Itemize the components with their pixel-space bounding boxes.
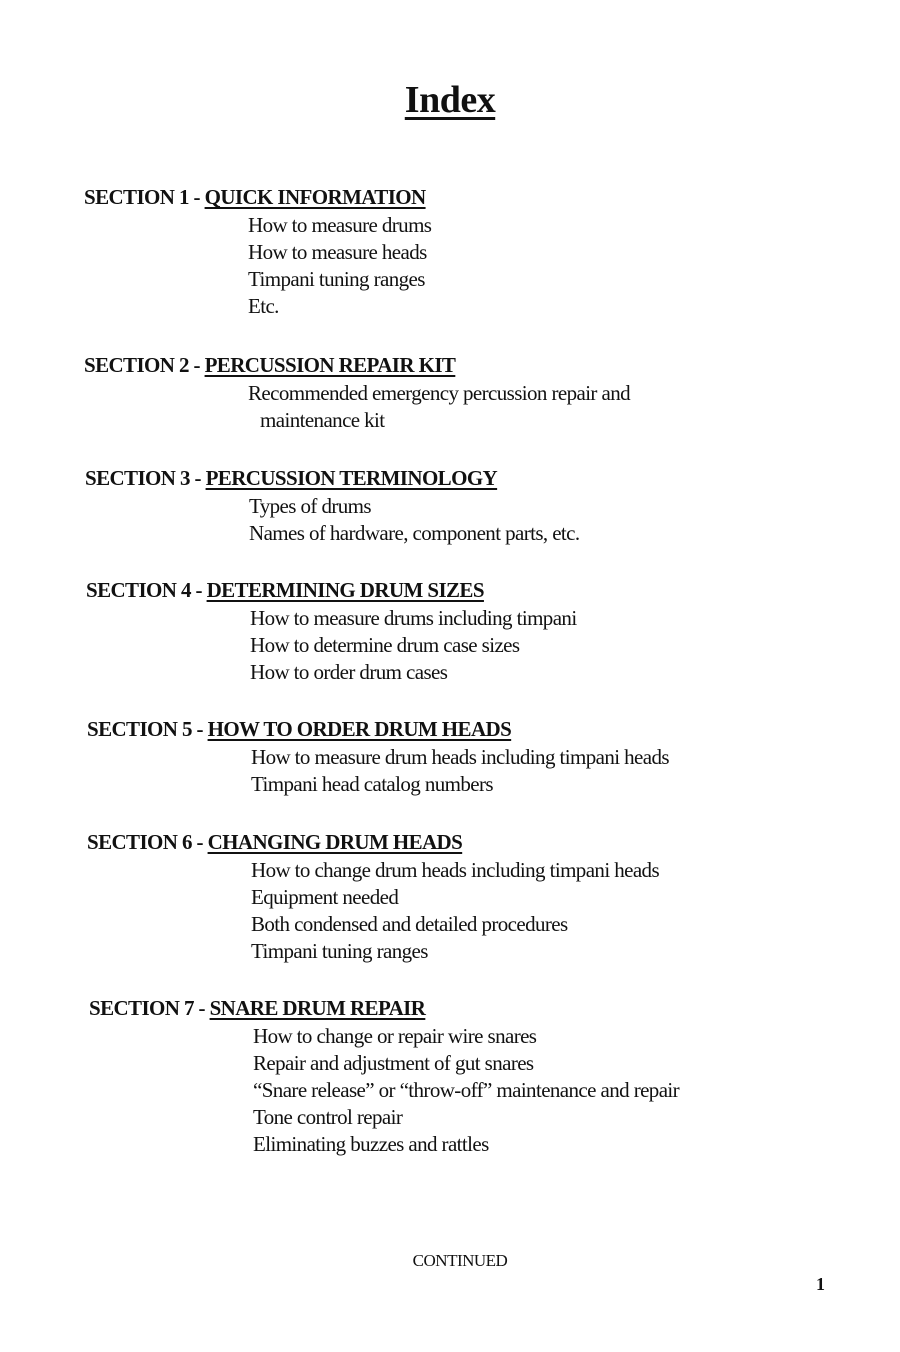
section-name: QUICK INFORMATION [204,185,426,209]
section-6 [87,829,900,965]
section-1 [84,184,900,320]
section-items [251,857,900,965]
section-name: PERCUSSION REPAIR KIT [204,353,456,377]
list-item: How to order drum cases [250,660,448,684]
list-item: How to determine drum case sizes [250,633,520,657]
section-heading [87,829,900,855]
section-heading [85,465,900,491]
section-label: SECTION 1 - [84,185,205,209]
section-5 [87,716,900,798]
section-items [249,493,900,547]
section-7 [89,995,900,1158]
section-heading [86,577,900,603]
section-name: DETERMINING DRUM SIZES [206,578,484,602]
list-item: How to measure drums including timpani [250,606,577,630]
section-items [248,380,900,434]
list-item: Recommended emergency percussion repair and [248,381,630,405]
list-item: maintenance kit [260,408,385,432]
section-label: SECTION 4 - [86,578,207,602]
section-3 [85,465,900,547]
list-item: Equipment needed [251,885,399,909]
page-number: 1 [816,1274,825,1294]
continued-note: CONTINUED [412,1251,508,1270]
section-label: SECTION 3 - [85,466,206,490]
list-item: Both condensed and detailed procedures [251,912,568,936]
section-label: SECTION 2 - [84,353,205,377]
section-heading [84,184,900,210]
list-item: How to measure heads [248,240,427,264]
section-name: CHANGING DRUM HEADS [207,830,463,854]
section-heading [89,995,900,1021]
list-item: Tone control repair [253,1105,403,1129]
section-items [248,212,900,320]
list-item: Types of drums [249,494,371,518]
section-items [253,1023,900,1158]
section-label: SECTION 6 - [87,830,208,854]
section-heading [87,716,900,742]
section-name: SNARE DRUM REPAIR [209,996,426,1020]
list-item: How to measure drums [248,213,432,237]
list-item: How to change drum heads including timpani heads [251,858,660,882]
section-name: HOW TO ORDER DRUM HEADS [207,717,512,741]
section-label: SECTION 7 - [89,996,210,1020]
section-items [251,744,900,798]
list-item: Names of hardware, component parts, etc. [249,521,580,545]
list-item: “Snare release” or “throw-off” maintenance and repair [253,1078,680,1102]
section-label: SECTION 5 - [87,717,208,741]
list-item: Timpani head catalog numbers [251,772,493,796]
list-item: Repair and adjustment of gut snares [253,1051,534,1075]
list-item: Timpani tuning ranges [251,939,428,963]
page-title: Index [404,79,496,121]
section-2 [84,352,900,434]
list-item: Etc. [248,294,279,318]
list-item: Eliminating buzzes and rattles [253,1132,489,1156]
list-item: How to change or repair wire snares [253,1024,537,1048]
list-item: Timpani tuning ranges [248,267,425,291]
section-4 [86,577,900,686]
section-heading [84,352,900,378]
section-name: PERCUSSION TERMINOLOGY [205,466,498,490]
section-items [250,605,900,686]
list-item: How to measure drum heads including timpani heads [251,745,669,769]
